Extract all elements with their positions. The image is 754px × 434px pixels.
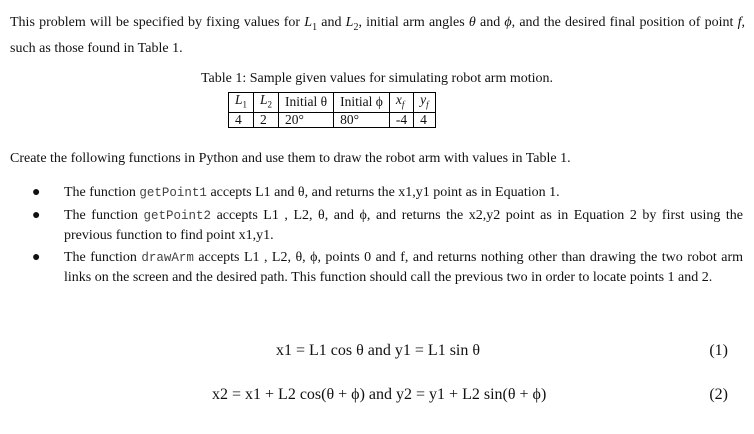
code-getPoint1: getPoint1	[139, 186, 207, 200]
bullet-post: accepts L1 , L2, θ, ϕ, points 0 and f, and returns nothing other than drawing the two robot arm links on the screen and the desired path. This function should call the previous two in order to locate points 1 and 2.	[64, 249, 744, 285]
table-caption: Table 1: Sample given values for simulating robot arm motion.	[200, 71, 554, 86]
bullet-icon: ●	[32, 207, 41, 223]
header-xf: $x_f$	[389, 93, 413, 113]
sub-2: 2	[353, 21, 359, 33]
header-L1: $L_1$	[229, 93, 254, 113]
header-yf: $y_f$	[414, 93, 436, 113]
bullet-pre: The function	[64, 249, 142, 265]
cell-yf: 4	[414, 112, 436, 127]
var-f: f	[737, 15, 742, 30]
intro-and-1: and	[317, 15, 346, 30]
intro-text-1: This problem will be specified by fixing values for	[10, 15, 305, 30]
cell-initial-theta: 20°	[279, 112, 334, 127]
table-header-row	[229, 93, 436, 113]
cell-L1: 4	[229, 112, 254, 127]
code-drawArm: drawArm	[141, 250, 194, 265]
bullet-post: accepts L1 , L2, θ, and ϕ, and returns the x2,y2 point as in Equation 2 by first using the previous function to find point x1,y1.	[64, 207, 744, 243]
list-item	[28, 248, 743, 288]
bullet-icon: ●	[32, 185, 41, 200]
equation-2-number: (2)	[709, 386, 728, 403]
intro-text-4: , such as those found in Table 1.	[10, 15, 745, 56]
sample-values-table	[228, 92, 436, 128]
cell-L2: 2	[254, 112, 279, 127]
list-item	[28, 183, 743, 204]
table-row	[229, 112, 436, 127]
bullet-pre: The function	[64, 207, 144, 223]
function-list	[28, 183, 743, 290]
header-initial-theta: Initial θ	[279, 93, 334, 113]
sub-1: 1	[312, 21, 318, 33]
equation-1-number: (1)	[709, 342, 728, 359]
list-item	[28, 206, 743, 246]
var-phi: ϕ	[504, 15, 512, 30]
intro-text-3: , and the desired final position of point	[511, 15, 738, 30]
cell-initial-phi: 80°	[334, 112, 390, 127]
header-initial-phi: Initial ϕ	[334, 93, 390, 113]
intro-text-2: , initial arm angles	[358, 15, 469, 30]
equation-1: x1 = L1 cos θ and y1 = L1 sin θ	[276, 342, 481, 359]
intro-paragraph	[10, 12, 745, 59]
cell-xf: -4	[389, 112, 413, 127]
var-L2: L	[345, 15, 354, 30]
var-L1: L	[304, 15, 313, 30]
code-getPoint2: getPoint2	[143, 208, 212, 223]
bullet-icon: ●	[32, 249, 41, 265]
intro-and-2: and	[475, 15, 505, 30]
equation-2: x2 = x1 + L2 cos(θ + ϕ) and y2 = y1 + L2 sin(θ + ϕ)	[212, 386, 547, 403]
header-L2: $L_2$	[254, 93, 279, 113]
bullet-pre: The function	[64, 185, 140, 200]
instructions-text: Create the following functions in Python and use them to draw the robot arm with values in Table 1.	[10, 151, 571, 166]
var-theta: θ	[468, 15, 476, 30]
bullet-post: accepts L1 and θ, and returns the x1,y1 point as in Equation 1.	[206, 185, 560, 200]
